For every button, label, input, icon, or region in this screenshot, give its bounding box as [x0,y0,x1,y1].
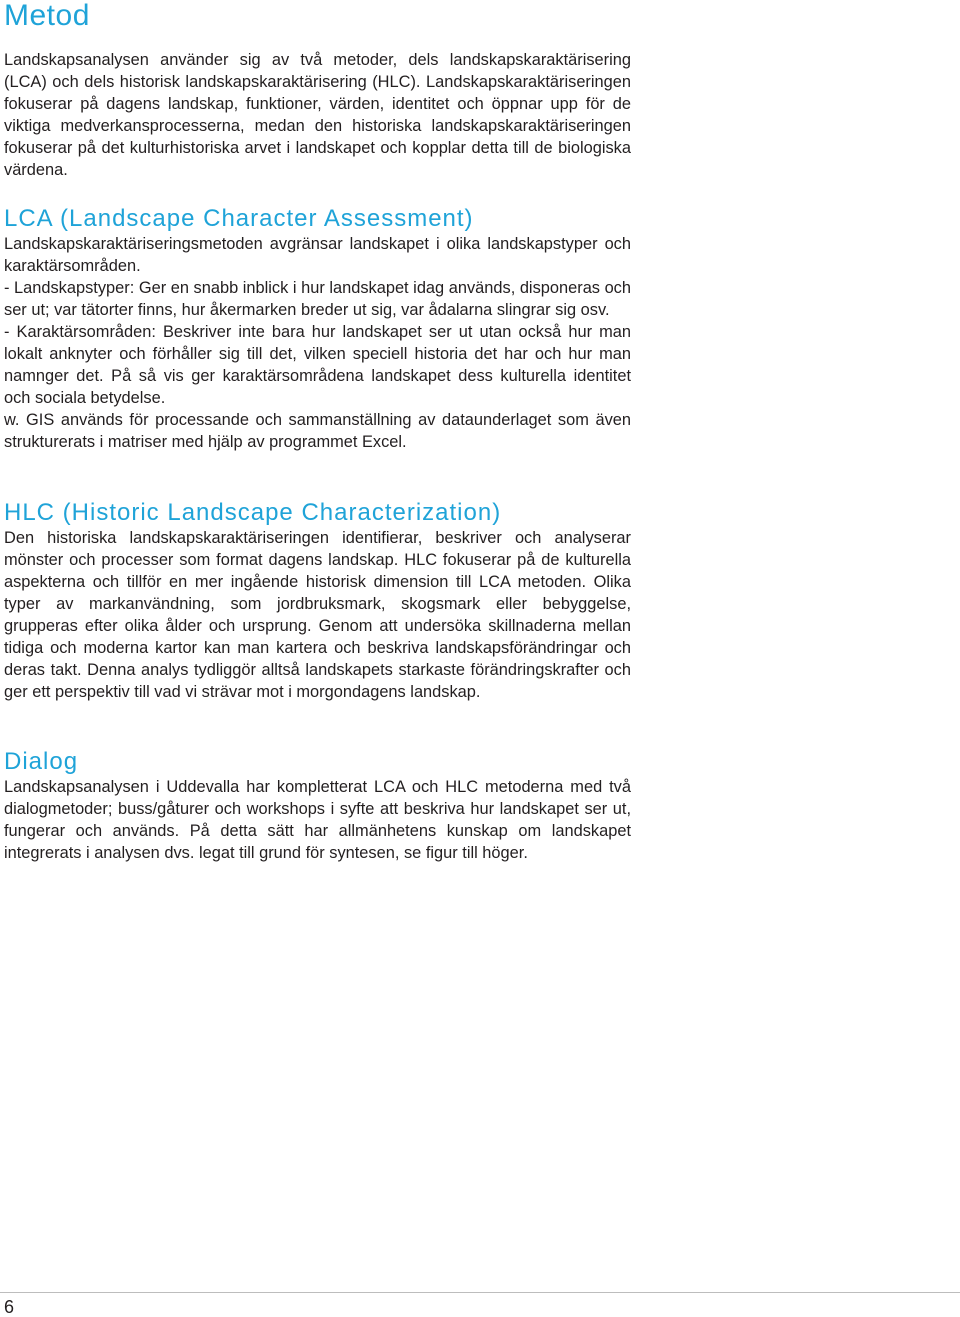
paragraph-hlc: Den historiska landskapskaraktäriseringen identifierar, beskriver och analyserar mönster och processer som format dagens landskap. HLC fokuserar på de kulturella aspekterna och tillför en mer ingående historisk dimension till LCA metoden. Olika typer av markanvändning, som jordbruksmark, skogsmark eller bebyggelse, grupperas efter olika ålder och ursprung. Genom att undersöka skillnaderna mellan tidiga och moderna kartor kan man kartera och beskriva landskapsförändringar och deras takt. Denna analys tydliggör alltså landskapets starkaste förändringskrafter och ger ett perspektiv till vad vi strävar mot i morgondagens landskap. [4,529,631,701]
paragraph-lca-landskapstyper: - Landskapstyper: Ger en snabb inblick i hur landskapet idag används, disponeras och ser ut; var tätorter finns, hur åkermarken breder ut sig, var ådalarna slingrar sig osv. [4,279,631,319]
paragraph-lca-gis: w. GIS används för processande och sammanställning av dataunderlaget som även strukturerats i matriser med hjälp av programmet Excel. [4,411,631,451]
section-lca [4,205,631,453]
section-metod [4,0,631,181]
paragraph-lca-karaktarsomraden: - Karaktärsområden: Beskriver inte bara hur landskapet ser ut utan också hur man lokalt anknyter och förhåller sig till det, vilken speciell historia det har och hur man namnger det. På så vis ger karaktärsområdena landskapet dess kulturella identitet och sociala betydelse. [4,323,631,407]
footer-divider [0,1292,960,1293]
page-number: 6 [4,1297,15,1317]
heading-lca: LCA (Landscape Character Assessment) [4,205,474,232]
section-dialog [4,748,631,864]
heading-dialog: Dialog [4,748,79,775]
paragraph-dialog: Landskapsanalysen i Uddevalla har kompletterat LCA och HLC metoderna med två dialogmetoder; buss/gåturer och workshops i syfte att beskriva hur landskapet ser ut, fungerar och används. På detta sätt har allmänhetens kunskap om landskapet integrerats i analysen dvs. legat till grund för syntesen, se figur till höger. [4,778,631,862]
heading-metod: Metod [4,0,90,32]
paragraph-metod: Landskapsanalysen använder sig av två metoder, dels landskapskaraktärisering (LCA) och dels historisk landskapskaraktärisering (HLC). Landskapskaraktäriseringen fokuserar på dagens landskap, funktioner, värden, identitet och öppnar upp för de viktiga medverkansprocesserna, medan den historiska landskapskaraktäriseringen fokuserar på det kulturhistoriska arvet i landskapet och kopplar detta till de biologiska värdena. [4,51,631,179]
section-hlc [4,499,631,703]
paragraph-lca-intro: Landskapskaraktäriseringsmetoden avgränsar landskapet i olika landskapstyper och karaktärsområden. [4,235,631,275]
heading-hlc: HLC (Historic Landscape Characterization) [4,499,502,526]
